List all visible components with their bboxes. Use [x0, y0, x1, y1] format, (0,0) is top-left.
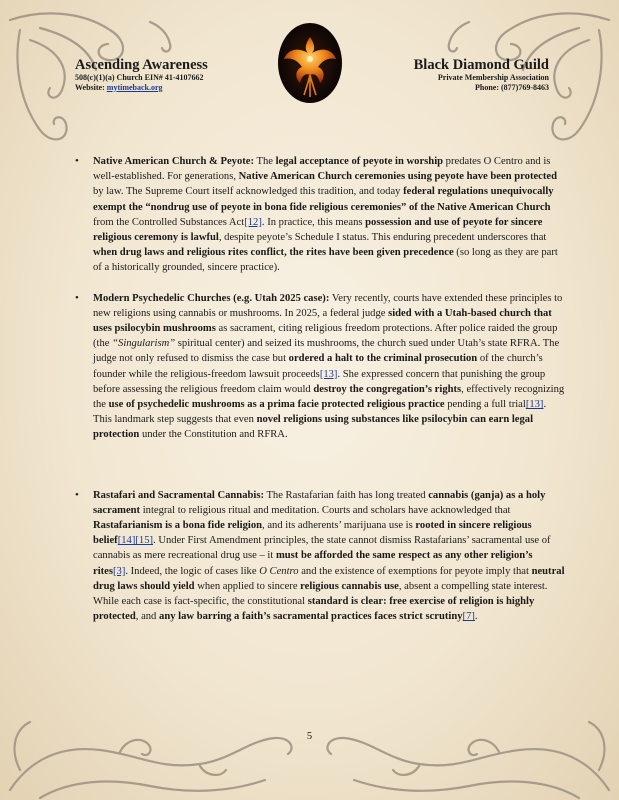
- right-org-name: Black Diamond Guild: [413, 57, 549, 73]
- bullet-rastafari: [75, 488, 565, 625]
- phoenix-icon: [278, 23, 342, 103]
- text: Very recently, courts have extended these principles to new religions using cannabis or mushrooms. In 2025, a federal judge: [93, 292, 563, 319]
- document-body: [75, 154, 565, 624]
- text: .: [474, 611, 478, 623]
- scroll-ornament-bottom: [0, 700, 619, 800]
- text: , absent a compelling state interest. While each case is fact-specific, the constitutional: [93, 580, 548, 608]
- text: . Under First Amendment principles, the state cannot dismiss Rastafarians’ sacramental use of cannabis as mere recreational drug use – it: [93, 535, 551, 562]
- emphasis: novel religions using substances like psilocybin can earn legal protection: [93, 414, 534, 441]
- emphasis: cannabis (ganja) as a holy sacrament: [93, 489, 546, 516]
- text: , effectively recognizing the: [93, 383, 565, 411]
- footnote-link[interactable]: [13]: [525, 399, 544, 411]
- emphasis: when drug laws and religious rites conflict, the rites have been given precedence: [93, 247, 454, 259]
- emphasis: ordered a halt to the criminal prosecution: [288, 353, 478, 365]
- phoenix-emblem: [278, 23, 342, 103]
- text: (so long as they are part of a historically grounded, sincere practice).: [93, 247, 558, 274]
- header-right: [414, 57, 549, 92]
- right-phone: Phone: (877)769-8463: [475, 82, 549, 92]
- text: . She expressed concern that punishing the group before assessing the religious freedom claim would: [93, 368, 546, 395]
- bullet-psychedelic-churches: [75, 291, 565, 443]
- italic-text: “Singularism”: [112, 338, 176, 350]
- text: as sacrament, citing religious freedom protections. After police raided the group (the: [93, 323, 558, 350]
- page-number: 5: [306, 731, 313, 742]
- text: integral to religious ritual and meditation. Courts and scholars have acknowledged that: [140, 504, 511, 516]
- emphasis: use of psychedelic mushrooms as a prima facie protected religious practice: [108, 399, 445, 411]
- text: and the existence of exemptions for peyote imply that: [298, 565, 532, 577]
- text: . Indeed, the logic of cases like: [125, 565, 260, 577]
- website-label: Website:: [75, 82, 107, 92]
- emphasis: any law barring a faith’s sacramental practices faces strict scrutiny: [159, 611, 463, 623]
- bullet-dot-icon: •: [75, 155, 79, 167]
- text: The: [254, 156, 276, 167]
- footnote-link[interactable]: [3]: [113, 565, 126, 577]
- right-pma: Private Membership Association: [437, 73, 549, 82]
- text: predates O Centro and is well-established. For generations,: [93, 156, 551, 183]
- text: The Rastafarian faith has long treated: [263, 489, 429, 501]
- emphasis: standard is clear: free exercise of religion is highly protected: [93, 596, 535, 623]
- text: , and: [135, 611, 160, 623]
- text: from the Controlled Substances Act: [93, 216, 245, 228]
- emphasis: religious cannabis use: [300, 580, 399, 592]
- footnote-link[interactable]: [7]: [462, 611, 475, 623]
- left-website: [75, 83, 208, 93]
- bullet-native-american-church: [75, 154, 565, 276]
- website-link[interactable]: mytimeback.org: [106, 82, 163, 92]
- emphasis: destroy the congregation’s rights: [313, 383, 462, 395]
- text: spiritual center) and seized its mushrooms, the church sued under Utah’s state RFRA. The judge not only refused to dismiss the case but: [93, 338, 560, 365]
- text: pending a full trial: [444, 399, 526, 411]
- text: . In practice, this means: [261, 216, 366, 228]
- header-left: [75, 57, 208, 92]
- text: , and its adherents’ marijuana use is: [262, 520, 416, 532]
- footnote-link[interactable]: [13]: [319, 368, 338, 380]
- emphasis: possession and use of peyote for sincere religious ceremony is lawful: [93, 216, 543, 244]
- emphasis: neutral drug laws should yield: [93, 565, 565, 592]
- left-org-name: Ascending Awareness: [75, 57, 208, 73]
- footnote-link[interactable]: [14][15]: [117, 535, 154, 547]
- text: by law. The Supreme Court itself acknowledged this tradition, and today: [93, 186, 404, 198]
- bullet-heading: Native American Church & Peyote:: [93, 156, 255, 167]
- text: under the Constitution and RFRA.: [139, 429, 288, 441]
- text: when applied to sincere: [194, 580, 301, 592]
- text: , despite peyote’s Schedule I status. This enduring precedent underscores that: [218, 232, 547, 244]
- emphasis: must be afforded the same respect as any other religion’s rites: [93, 550, 533, 577]
- emphasis: rooted in sincere religious belief: [93, 520, 532, 547]
- text: . This landmark step suggests that even: [93, 399, 547, 426]
- bullet-dot-icon: •: [75, 488, 79, 501]
- emphasis: sided with a Utah-based church that uses psilocybin mushrooms: [93, 307, 552, 335]
- emphasis: Native American Church ceremonies using peyote have been protected: [238, 171, 558, 183]
- bullet-dot-icon: •: [75, 291, 79, 304]
- bullet-heading: Modern Psychedelic Churches (e.g. Utah 2025 case):: [93, 292, 330, 304]
- footnote-link[interactable]: [12]: [244, 216, 262, 228]
- italic-text: O Centro: [259, 565, 299, 577]
- text: of the church’s founder while the religious-freedom lawsuit proceeds: [93, 353, 543, 380]
- emphasis: legal acceptance of peyote in worship: [275, 156, 444, 167]
- bullet-heading: Rastafari and Sacramental Cannabis:: [93, 489, 264, 501]
- emphasis: Rastafarianism is a bona fide religion: [93, 520, 263, 532]
- emphasis: federal regulations unequivocally exempt the “nondrug use of peyote in bona fide religious ceremonies” of the Native American Church: [93, 186, 554, 213]
- left-ein: 508(c)(1)(a) Church EIN# 41-4107662: [75, 73, 204, 82]
